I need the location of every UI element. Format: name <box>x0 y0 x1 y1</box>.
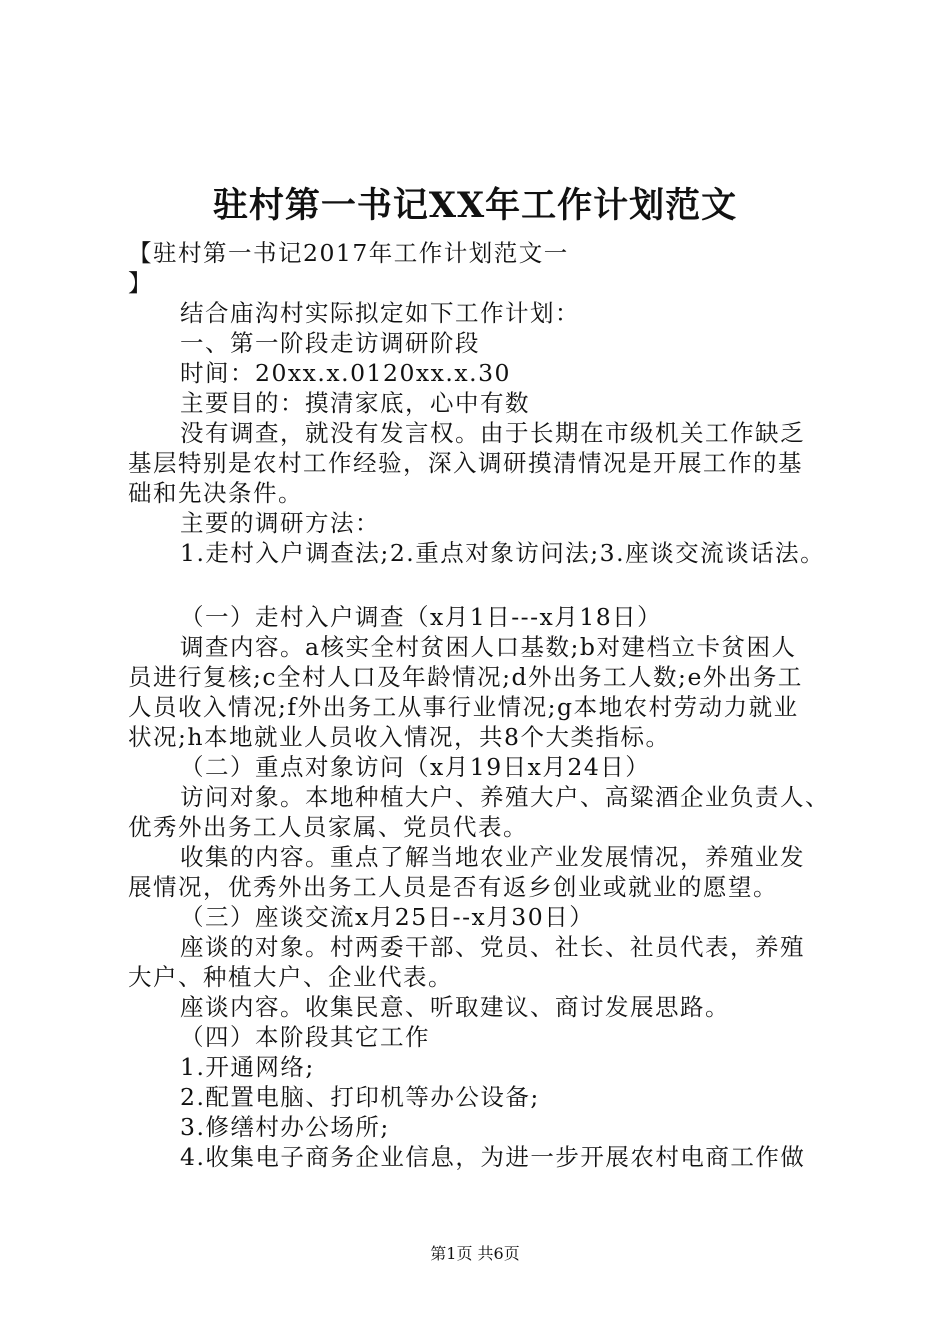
body-line: 没有调查，就没有发言权。由于长期在市级机关工作缺乏 <box>180 419 805 447</box>
body-line: 础和先决条件。 <box>128 479 303 507</box>
body-line: 主要的调研方法： <box>180 509 380 537</box>
body-line: 结合庙沟村实际拟定如下工作计划： <box>180 299 580 327</box>
body-line: 收集的内容。重点了解当地农业产业发展情况，养殖业发 <box>180 843 805 871</box>
body-line: （四）本阶段其它工作 <box>180 1023 430 1051</box>
body-line: 员进行复核;c全村人口及年龄情况;d外出务工人数;e外出务工 <box>128 663 803 691</box>
body-line: 基层特别是农村工作经验，深入调研摸清情况是开展工作的基 <box>128 449 803 477</box>
body-line: 座谈内容。收集民意、听取建议、商讨发展思路。 <box>180 993 730 1021</box>
body-line: 主要目的：摸清家底，心中有数 <box>180 389 530 417</box>
body-line: 展情况，优秀外出务工人员是否有返乡创业或就业的愿望。 <box>128 873 778 901</box>
body-line: 访问对象。本地种植大户、养殖大户、高粱酒企业负责人、 <box>180 783 830 811</box>
body-line: 人员收入情况;f外出务工从事行业情况;g本地农村劳动力就业 <box>128 693 799 721</box>
document-title: 驻村第一书记XX年工作计划范文 <box>212 185 738 226</box>
body-line: 2.配置电脑、打印机等办公设备; <box>180 1083 540 1111</box>
document-body <box>128 238 852 1172</box>
body-line: （二）重点对象访问（x月19日x月24日） <box>180 753 651 781</box>
body-line: 座谈的对象。村两委干部、党员、社长、社员代表，养殖 <box>180 933 805 961</box>
body-line: 1.走村入户调查法;2.重点对象访问法;3.座谈交流谈话法。 <box>180 539 826 567</box>
body-line: （一）走村入户调查（x月1日---x月18日） <box>180 603 663 631</box>
body-line: 大户、种植大户、企业代表。 <box>128 963 453 991</box>
body-line: 4.收集电子商务企业信息，为进一步开展农村电商工作做 <box>180 1143 806 1171</box>
body-line: 调查内容。a核实全村贫困人口基数;b对建档立卡贫困人 <box>180 633 797 661</box>
body-line: 3.修缮村办公场所; <box>180 1113 390 1141</box>
body-line: （三）座谈交流x月25日--x月30日） <box>180 903 595 931</box>
body-line: 状况;h本地就业人员收入情况，共8个大类指标。 <box>128 723 671 751</box>
body-line: 一、第一阶段走访调研阶段 <box>180 329 480 357</box>
body-line: 1.开通网络; <box>180 1053 315 1081</box>
page-footer: 第1页 共6页 <box>430 1244 520 1263</box>
blank-line <box>128 568 852 602</box>
body-line: 【驻村第一书记2017年工作计划范文一 <box>128 239 569 267</box>
body-line: 优秀外出务工人员家属、党员代表。 <box>128 813 528 841</box>
body-line: 时间：20xx.x.0120xx.x.30 <box>180 359 512 387</box>
body-line: 】 <box>128 269 153 297</box>
